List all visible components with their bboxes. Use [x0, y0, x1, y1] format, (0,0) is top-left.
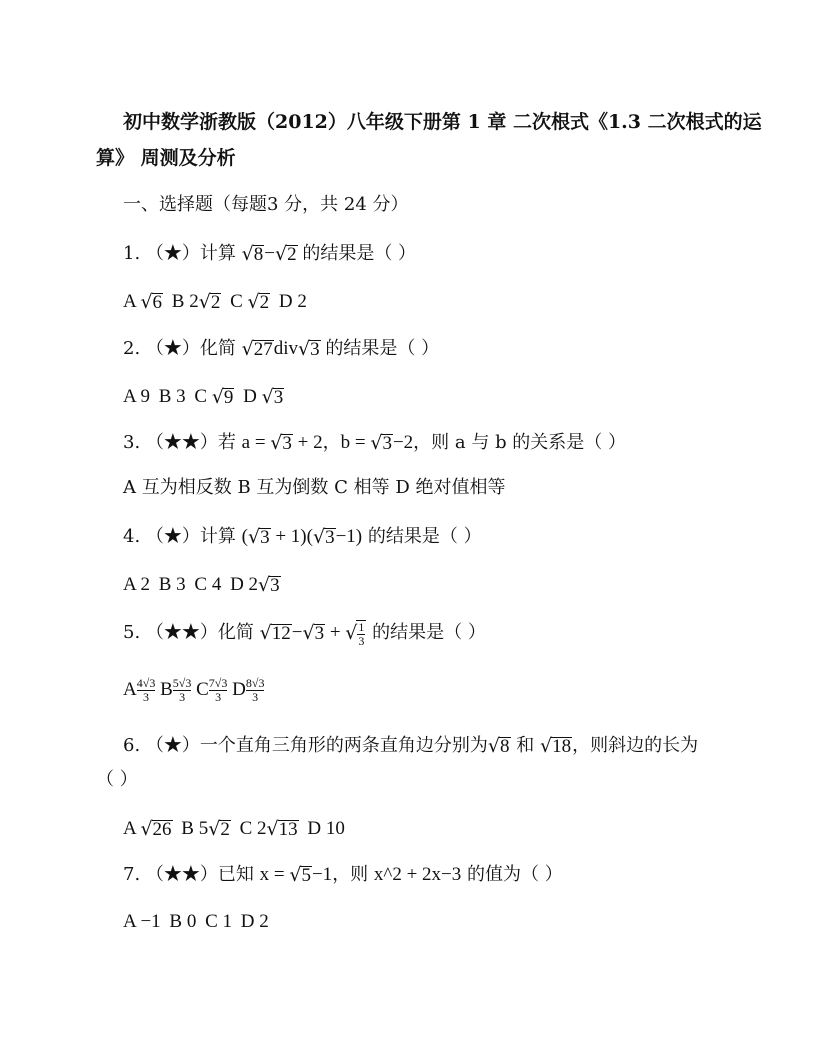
option-value: 9 — [140, 386, 150, 407]
expression-part: + 1)( — [275, 526, 313, 547]
radicand: 3 — [282, 433, 292, 454]
operator: + — [329, 622, 341, 643]
option-label: B — [158, 574, 172, 595]
question-3-expression-a — [242, 432, 323, 453]
radical-sign-icon: √ — [487, 735, 501, 757]
radicand: 3 — [314, 623, 325, 644]
question-5-prefix: 5. （★★）化简 — [123, 622, 254, 643]
radical-sign-icon: √ — [298, 338, 311, 360]
question-1-expression — [242, 243, 303, 264]
option-label: B — [181, 818, 194, 839]
option-value: 3 — [176, 574, 186, 595]
option-label: A — [123, 911, 136, 932]
question-2-expression — [242, 338, 326, 359]
radicand: 12 — [271, 623, 291, 644]
option-radicand: 2 — [210, 292, 221, 313]
radical-sign-icon: √ — [261, 386, 274, 408]
option-radicand: 2 — [220, 819, 230, 840]
question-1-prefix: 1. （★）计算 — [123, 243, 236, 264]
question-2-suffix: 的结果是（ ） — [325, 338, 440, 359]
option-coefficient: 4 — [136, 676, 143, 691]
radical-sign-icon: √ — [208, 818, 221, 840]
radical-sign-icon: √ — [258, 574, 271, 596]
option-label: C — [205, 911, 218, 932]
radicand: 18 — [552, 736, 572, 757]
question-6-suffix: ，则斜边的长为 — [572, 735, 699, 756]
option-value: 4 — [211, 574, 222, 595]
question-7-mid: ，则 — [332, 864, 369, 885]
expression-part: −1) — [335, 526, 363, 547]
radical-sign-icon: √ — [241, 243, 254, 265]
option-radicand: 3 — [273, 387, 284, 408]
option-label: C — [230, 291, 243, 312]
option-label: B — [169, 911, 183, 932]
radical-sign-icon: √ — [241, 338, 254, 360]
option-value: 2 — [259, 911, 269, 932]
question-1-options — [123, 287, 720, 316]
fraction-denominator: 3 — [179, 690, 186, 705]
option-label: C — [196, 679, 209, 700]
question-6-mid: 和 — [516, 735, 535, 756]
option-coefficient: 7 — [208, 676, 215, 691]
question-4-prefix: 4. （★）计算 — [123, 526, 236, 547]
document-title-line-1: 初中数学浙教版（2012）八年级下册第 1 章 二次根式《1.3 二次根式的运 — [123, 111, 762, 133]
radical-sign-icon: √ — [539, 735, 553, 757]
question-6-radical-1 — [488, 735, 511, 756]
option-label: C — [194, 574, 208, 595]
radicand: 27 — [253, 339, 273, 360]
radical-sign-icon: √ — [266, 818, 279, 840]
radicand: 8 — [500, 736, 510, 757]
radicand: 3 — [260, 527, 270, 548]
question-6-radical-2 — [540, 735, 572, 756]
option-value: 0 — [186, 911, 197, 932]
option-label: B — [160, 679, 173, 700]
question-3 — [123, 428, 720, 457]
radical-sign-icon: √ — [247, 526, 261, 548]
radical-sign-icon: √ — [345, 622, 358, 644]
question-4-options — [123, 570, 720, 599]
separator: ， — [322, 432, 341, 453]
fraction-denominator: 3 — [215, 690, 222, 705]
question-5-suffix: 的结果是（ ） — [372, 622, 486, 643]
option-label: A — [123, 574, 136, 595]
equation-tail: −1 — [311, 864, 333, 885]
option-value: 1 — [222, 911, 233, 932]
option-label: A — [123, 818, 136, 839]
fraction-denominator: 3 — [358, 634, 365, 649]
radicand: 2 — [287, 244, 297, 265]
question-6-options — [123, 814, 720, 843]
radical-sign-icon: √ — [302, 622, 315, 644]
option-label: D — [240, 911, 255, 932]
section-heading: 一、选择题（每题3 分，共 24 分） — [123, 194, 409, 215]
option-label: A — [123, 386, 136, 407]
option-label: C — [194, 386, 208, 407]
question-5 — [123, 618, 720, 647]
option-value: 2 — [297, 291, 307, 312]
option-label: D — [278, 291, 293, 312]
question-6 — [123, 731, 720, 760]
radical-sign-icon: √ — [211, 386, 224, 408]
option-label: A — [123, 679, 137, 700]
option-label: B — [158, 386, 172, 407]
option-label: C — [239, 818, 253, 839]
operator: div — [273, 338, 299, 359]
option-coefficient: 5 — [172, 676, 179, 691]
option-fraction: $\frac{7√3}{3}$ — [208, 676, 228, 705]
radical-sign-icon: √ — [270, 432, 283, 454]
fraction-denominator: 3 — [252, 690, 259, 705]
question-6-continuation: （ ） — [96, 769, 138, 790]
option-coefficient: 2 — [248, 574, 259, 595]
question-2 — [123, 334, 720, 363]
radical-sign-icon: √ — [370, 432, 383, 454]
option-coefficient: 8 — [245, 676, 252, 691]
fraction — [357, 621, 365, 648]
option-coefficient: 2 — [189, 291, 199, 312]
question-2-prefix: 2. （★）化简 — [123, 338, 236, 359]
option-label: B — [171, 291, 185, 312]
question-4-expression: (√3 + 1)(√3−1) — [241, 526, 363, 548]
option-radicand: 26 — [152, 819, 172, 840]
operator: − — [264, 243, 275, 264]
question-3-suffix: ，则 a 与 b 的关系是（ ） — [413, 432, 627, 453]
radical-sign-icon: √ — [140, 291, 153, 313]
operator: − — [291, 622, 303, 643]
question-2-options — [123, 382, 720, 411]
option-radicand: 6 — [152, 292, 163, 313]
option-radicand: 13 — [278, 819, 298, 840]
radical-sign-icon: √ — [198, 291, 211, 313]
radicand: 3 — [325, 527, 335, 548]
equation-lhs: x = — [259, 864, 285, 885]
question-5-expression — [259, 620, 367, 649]
equation-lhs: b = — [340, 432, 366, 453]
question-3-expression-b — [341, 432, 414, 453]
equation-tail: + 2 — [297, 432, 323, 453]
question-7-prefix: 7. （★★）已知 — [123, 864, 254, 885]
question-7-condition — [260, 864, 333, 885]
option-fraction: $\frac{4√3}{3}$ — [136, 676, 156, 705]
radicand: 5 — [301, 865, 311, 886]
option-fraction: $\frac{5√3}{3}$ — [172, 676, 192, 705]
option-coefficient: 2 — [257, 818, 267, 839]
question-1 — [123, 239, 720, 268]
radicand: 8 — [253, 244, 264, 265]
fraction-denominator: 3 — [143, 690, 150, 705]
radicand: 3 — [310, 339, 320, 360]
question-7-expression: x^2 + 2x−3 — [373, 864, 462, 885]
question-1-suffix: 的结果是（ ） — [302, 243, 417, 264]
option-label: D — [307, 818, 322, 839]
option-value: 3 — [176, 386, 186, 407]
question-7 — [123, 860, 720, 889]
option-radicand: 9 — [223, 387, 234, 408]
option-label: D — [243, 386, 257, 407]
question-6-prefix: 6. （★）一个直角三角形的两条直角边分别为 — [123, 735, 488, 756]
radical-sign-icon: √ — [247, 291, 260, 313]
option-radicand: 3 — [149, 676, 156, 691]
document-title-line-2: 算》 周测及分析 — [96, 147, 236, 169]
option-label: A — [123, 291, 136, 312]
question-4 — [123, 522, 720, 551]
equation-tail: −2 — [392, 432, 414, 453]
option-radicand: 3 — [258, 676, 265, 691]
option-radicand: 3 — [221, 676, 228, 691]
option-label: D — [230, 574, 244, 595]
radicand-fraction — [356, 620, 366, 648]
option-radicand: 3 — [270, 575, 280, 596]
option-value: 10 — [325, 818, 345, 839]
question-7-options — [123, 908, 720, 936]
radical-sign-icon: √ — [312, 526, 326, 548]
question-3-options: A 互为相反数 B 互为倒数 C 相等 D 绝对值相等 — [123, 477, 506, 498]
option-radicand: 2 — [259, 292, 270, 313]
radical-sign-icon: √ — [289, 864, 302, 886]
option-coefficient: 5 — [198, 818, 209, 839]
equation-lhs: a = — [241, 432, 266, 453]
question-7-suffix: 的值为（ ） — [467, 864, 563, 885]
question-5-options — [123, 676, 720, 704]
radical-sign-icon: √ — [274, 243, 288, 265]
option-value: 2 — [140, 574, 150, 595]
option-radicand: 3 — [185, 676, 192, 691]
radical-sign-icon: √ — [259, 622, 272, 644]
option-label: D — [232, 679, 246, 700]
question-3-prefix: 3. （★★）若 — [123, 432, 236, 453]
question-4-suffix: 的结果是（ ） — [367, 526, 482, 547]
option-value: −1 — [140, 911, 161, 932]
radical-sign-icon: √ — [140, 818, 153, 840]
option-fraction: $\frac{8√3}{3}$ — [245, 676, 265, 705]
fraction-numerator: 1 — [358, 620, 365, 635]
radicand: 3 — [382, 433, 392, 454]
